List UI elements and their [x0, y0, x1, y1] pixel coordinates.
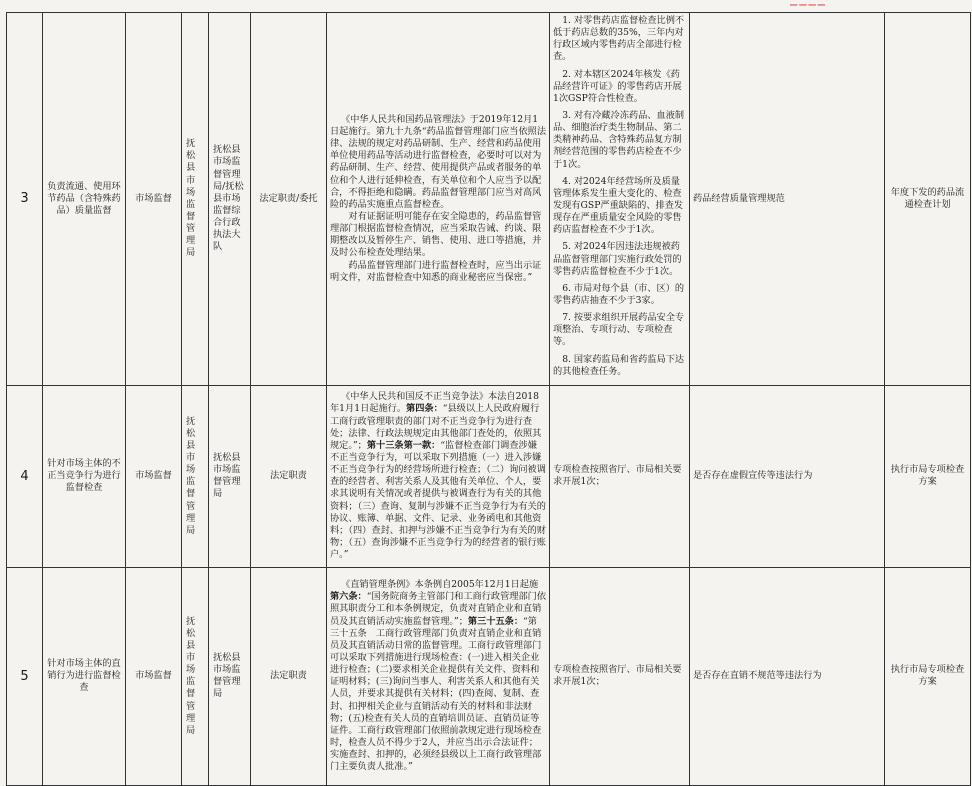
requirement-item: 3. 对有冷藏冷冻药品、血液制品、细胞治疗类生物制品、第二类精神药品、含特殊药品复方制剂经营范围的零售药店检查不少于1次。	[553, 109, 685, 170]
inspection-requirements: 专项检查按照省厅、市局相关要求开展1次；	[550, 385, 690, 567]
article-text: “第三十五条 工商行政管理部门负责对直销企业和直销员及其直销活动日常的监督管理。工商行政管理部门可以采取下列措施进行现场检查：(一)进入相关企业进行检查；(二)要求相关企业提供有关文件、资料和证明材料；(三)询问当事人、利害关系人和其他有关人员，并要求其提供有关材料；(四)查阅、复制、查封、扣押相关企业与直销活动有关的材料和非法财物；(五)检查有关人员的直销培训员证、直销员证等证件。工商行政管理部门依照前款规定进行现场检查时，检查人员不得少于2人，并应当出示合法证件；实施查封、扣押的，必须经县级以上工商行政管理部门主要负责人批准。”	[330, 615, 542, 773]
legal-basis-paragraph: 《中华人民共和国药品管理法》于2019年12月1日起施行。第九十九条“药品监督管理部门应当依照法律、法规的规定对药品研制、生产、经营和药品使用单位使用药品等活动进行监督检查，必要时可以对为药品研制、生产、经营、使用提供产品或者服务的单位和个人进行延伸检查，有关单位和个人应当予以配合，不得拒绝和隐瞒。药品监督管理部门应当对高风险的药品实施重点监督检查。	[330, 113, 547, 210]
category: 市场监督	[126, 385, 182, 567]
red-seal-fragment: ────	[790, 0, 827, 12]
row-number: 3	[7, 13, 43, 386]
requirement-item: 7. 按要求组织开展药品安全专项整治、专项行动、专项检查等。	[553, 312, 685, 348]
inspection-plan: 年度下发的药品流通检查计划	[885, 13, 971, 386]
table-row	[7, 567, 971, 785]
law-intro: 《直销管理条例》本条例自2005年12月1日起施	[341, 579, 539, 591]
article-text: “国务院商务主管部门和工商行政管理部门依照其职责分工和本条例规定，负责对直销企业和直销员及其直销活动实施监督管理。”；	[330, 591, 547, 627]
inspection-requirements	[550, 13, 690, 386]
inspection-table	[6, 12, 971, 786]
requirement-item: 1. 对零售药店监督检查比例不低于药店总数的35%，三年内对行政区域内零售药店全部进行检查。	[553, 15, 685, 63]
legal-basis-paragraph	[330, 579, 546, 773]
inspection-content: 药品经营质量管理规范	[690, 13, 885, 386]
inspection-content: 是否存在虚假宣传等违法行为	[690, 385, 885, 567]
legal-basis-paragraph: 对有证据证明可能存在安全隐患的，药品监督管理部门根据监督检查情况，应当采取告诫、约谈、限期整改以及暂停生产、销售、使用、进口等措施，并及时公布检查处理结果。	[330, 211, 542, 259]
article-label: 第六条：	[330, 591, 367, 603]
inspection-content: 是否存在直销不规范等违法行为	[690, 567, 885, 785]
requirement-item: 6. 市局对每个县（市、区）的零售药店抽查不少于3家。	[553, 282, 685, 306]
table-row	[7, 385, 971, 567]
department: 抚松县市场监督管理局	[182, 567, 209, 785]
department: 抚松县市场监督管理局	[182, 13, 209, 386]
inspection-item: 针对市场主体的不正当竞争行为进行监督检查	[43, 385, 126, 567]
article-text: “县级以上人民政府履行工商行政管理职责的部门对不正当竞争行为进行查处；法律、行政法规规定由其他部门查处的，依照其规定。”；	[330, 403, 542, 451]
requirement-item: 8. 国家药监局和省药监局下达的其他检查任务。	[553, 353, 685, 377]
executor: 抚松县市场监督管理局	[209, 567, 251, 785]
requirement-item: 4. 对2024年经营场所及质量管理体系发生重大变化的、检查发现有GSP严重缺陷的、排查发现存在严重质量安全风险的零售药店监督检查不少于1次。	[553, 175, 684, 236]
legal-basis	[327, 385, 550, 567]
legal-basis-paragraph	[330, 391, 546, 561]
requirement-item: 5. 对2024年因违法违规被药品监督管理部门实施行政处罚的零售药店监督检查不少于1次。	[553, 241, 682, 277]
basis-type: 法定职责	[251, 385, 327, 567]
article-label: 第三十五条：	[467, 615, 524, 627]
executor: 抚松县市场监督管理局	[209, 385, 251, 567]
basis-type: 法定职责/委托	[251, 13, 327, 386]
inspection-item: 负责流通、使用环节药品（含特殊药品）质量监督	[43, 13, 126, 386]
inspection-item: 针对市场主体的直销行为进行监督检查	[43, 567, 126, 785]
row-number: 4	[7, 385, 43, 567]
legal-basis	[327, 13, 550, 386]
inspection-plan: 执行市局专项检查方案	[885, 567, 971, 785]
category: 市场监督	[126, 567, 182, 785]
row-number: 5	[7, 567, 43, 785]
article-label: 第十三条第一款：	[366, 439, 441, 451]
article-label: 第四条：	[406, 403, 443, 415]
article-text: “监督检查部门调查涉嫌不正当竞争行为，可以采取下列措施（一）进入涉嫌不正当竞争行为的经营场所进行检查；（二）询问被调查的经营者、利害关系人及其他有关单位、个人，要求其说明有关情况或者提供与被调查行为有关的其他资料；（三）查询、复制与涉嫌不正当竞争行为有关的协议、账簿、单据、文件、记录、业务函电和其他资料；（四）查封、扣押与涉嫌不正当竞争行为有关的财物；（五）查询涉嫌不正当竞争行为的经营者的银行账户。”	[330, 439, 546, 561]
category: 市场监督	[126, 13, 182, 386]
inspection-plan: 执行市局专项检查方案	[885, 385, 971, 567]
law-intro: 《中华人民共和国反不正当竞争法》本法自2018年1月1日起施行。	[330, 391, 539, 415]
requirement-item: 2. 对本辖区2024年核发《药品经营许可证》的零售药店开展1次GSP符合性检查。	[553, 68, 682, 104]
executor: 抚松县市场监督管理局/抚松县市场监督综合行政执法大队	[209, 13, 251, 386]
inspection-requirements: 专项检查按照省厅、市局相关要求开展1次；	[550, 567, 690, 785]
department: 抚松县市场监督管理局	[182, 385, 209, 567]
basis-type: 法定职责	[251, 567, 327, 785]
legal-basis	[327, 567, 550, 785]
table-row	[7, 13, 971, 386]
legal-basis-paragraph: 药品监督管理部门进行监督检查时，应当出示证明文件，对监督检查中知悉的商业秘密应当保密。”	[330, 259, 542, 283]
